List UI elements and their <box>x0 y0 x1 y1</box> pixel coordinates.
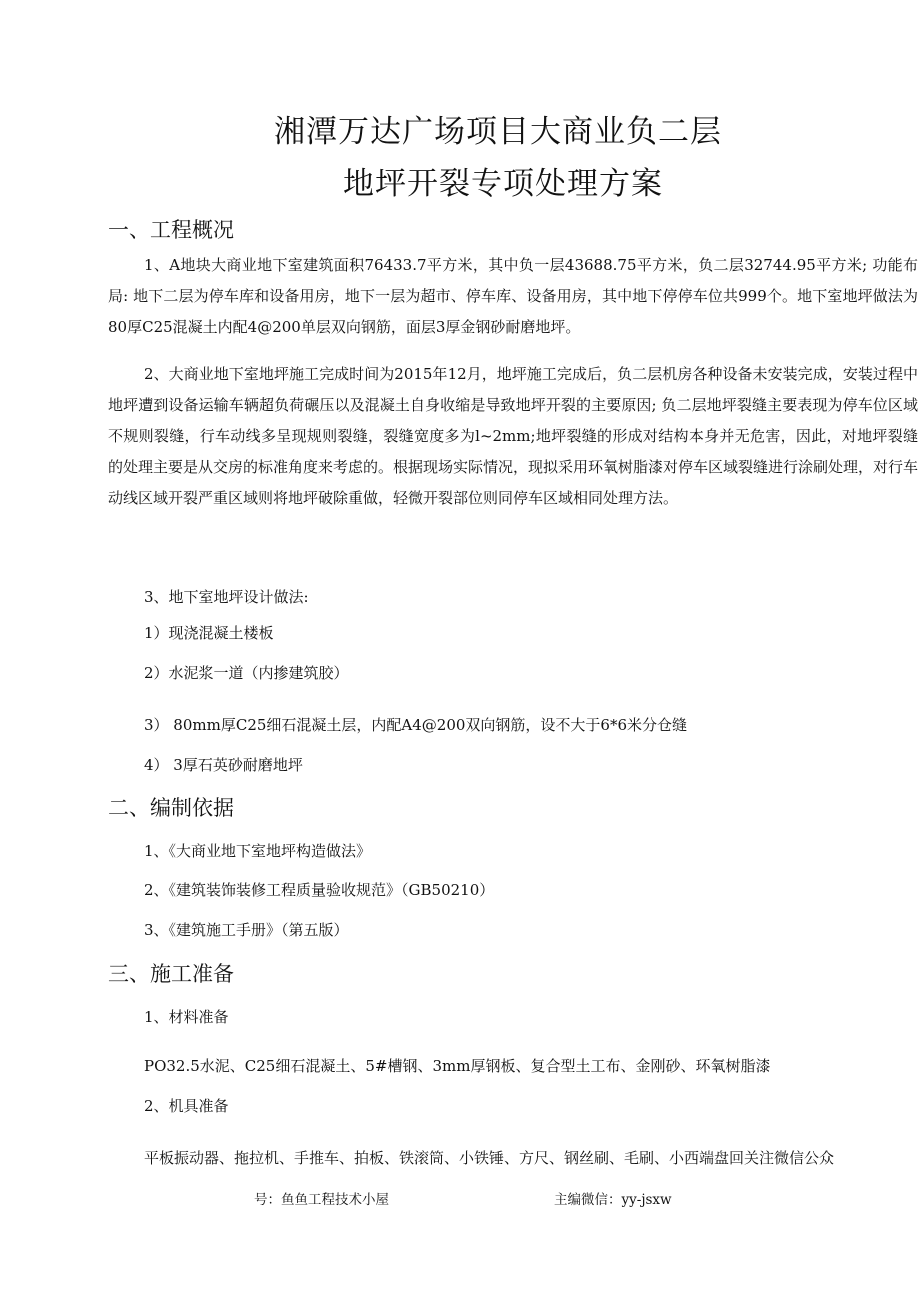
doc-title-line1: 湘潭万达广场项目大商业负二层 <box>274 114 722 150</box>
list-item: 2、《建筑装饰装修工程质量验收规范》（GB50210） <box>144 881 495 899</box>
doc-title-line2: 地坪开裂专项处理方案 <box>343 166 663 202</box>
list-item: 2）水泥浆一道（内掺建筑胶） <box>144 664 349 682</box>
tools-list: 平板振动器、拖拉机、手推车、拍板、铁滚筒、小铁锤、方尺、钢丝刷、毛刷、小西端盘回关注微信公众 <box>144 1149 835 1167</box>
footer-wechat-account: 号：鱼鱼工程技术小屋 <box>254 1192 389 1208</box>
list-item: 4） 3厚石英砂耐磨地坪 <box>144 756 303 774</box>
list-item: 3） 80mm厚C25细石混凝土层，内配A4@200双向钢筋，设不大于6*6米分仓缝 <box>144 716 688 734</box>
section-heading-overview: 一、工程概况 <box>108 218 234 242</box>
subheading-tools: 2、机具准备 <box>144 1097 229 1115</box>
list-item: 1、《大商业地下室地坪构造做法》 <box>144 842 372 860</box>
footer-editor-wechat: 主编微信：yy-jsxw <box>554 1192 672 1208</box>
subheading-materials: 1、材料准备 <box>144 1008 229 1026</box>
paragraph-overview-3: 3、地下室地坪设计做法: <box>144 588 309 606</box>
paragraph-overview-1: 1、A地块大商业地下室建筑面积76433.7平方米，其中负一层43688.75平方米，负二层32744.95平方米; 功能布局: 地下二层为停车库和设备用房，地下一层为超市、停车库、设备用房，其中地下停停车位共999个。地下室地坪做法为80厚C25混凝土内配4@200单层双向钢筋，面层3厚金钢砂耐磨地坪。 <box>108 256 918 336</box>
materials-list: PO32.5水泥、C25细石混凝土、5#槽钢、3mm厚钢板、复合型土工布、金刚砂、环氧树脂漆 <box>144 1057 771 1075</box>
list-item: 1）现浇混凝土楼板 <box>144 624 274 642</box>
section-heading-basis: 二、编制依据 <box>108 796 234 820</box>
paragraph-overview-2: 2、大商业地下室地坪施工完成时间为2015年12月，地坪施工完成后，负二层机房各种设备未安装完成，安装过程中地坪遭到设备运输车辆超负荷碾压以及混凝土自身收缩是导致地坪开裂的主要原因; 负二层地坪裂缝主要表现为停车位区域不规则裂缝，行车动线多呈现规则裂缝，裂缝宽度多为l~2mm;地坪裂缝的形成对结构本身并无危害，因此，对地坪裂缝的处理主要是从交房的标准角度来考虑的。根据现场实际情况，现拟采用环氧树脂漆对停车区域裂缝进行涂刷处理，对行车动线区域开裂严重区域则将地坪破除重做，轻微开裂部位则同停车区域相同处理方法。 <box>108 365 919 507</box>
section-heading-preparation: 三、施工准备 <box>108 962 234 986</box>
list-item: 3、《建筑施工手册》（第五版） <box>144 921 349 939</box>
